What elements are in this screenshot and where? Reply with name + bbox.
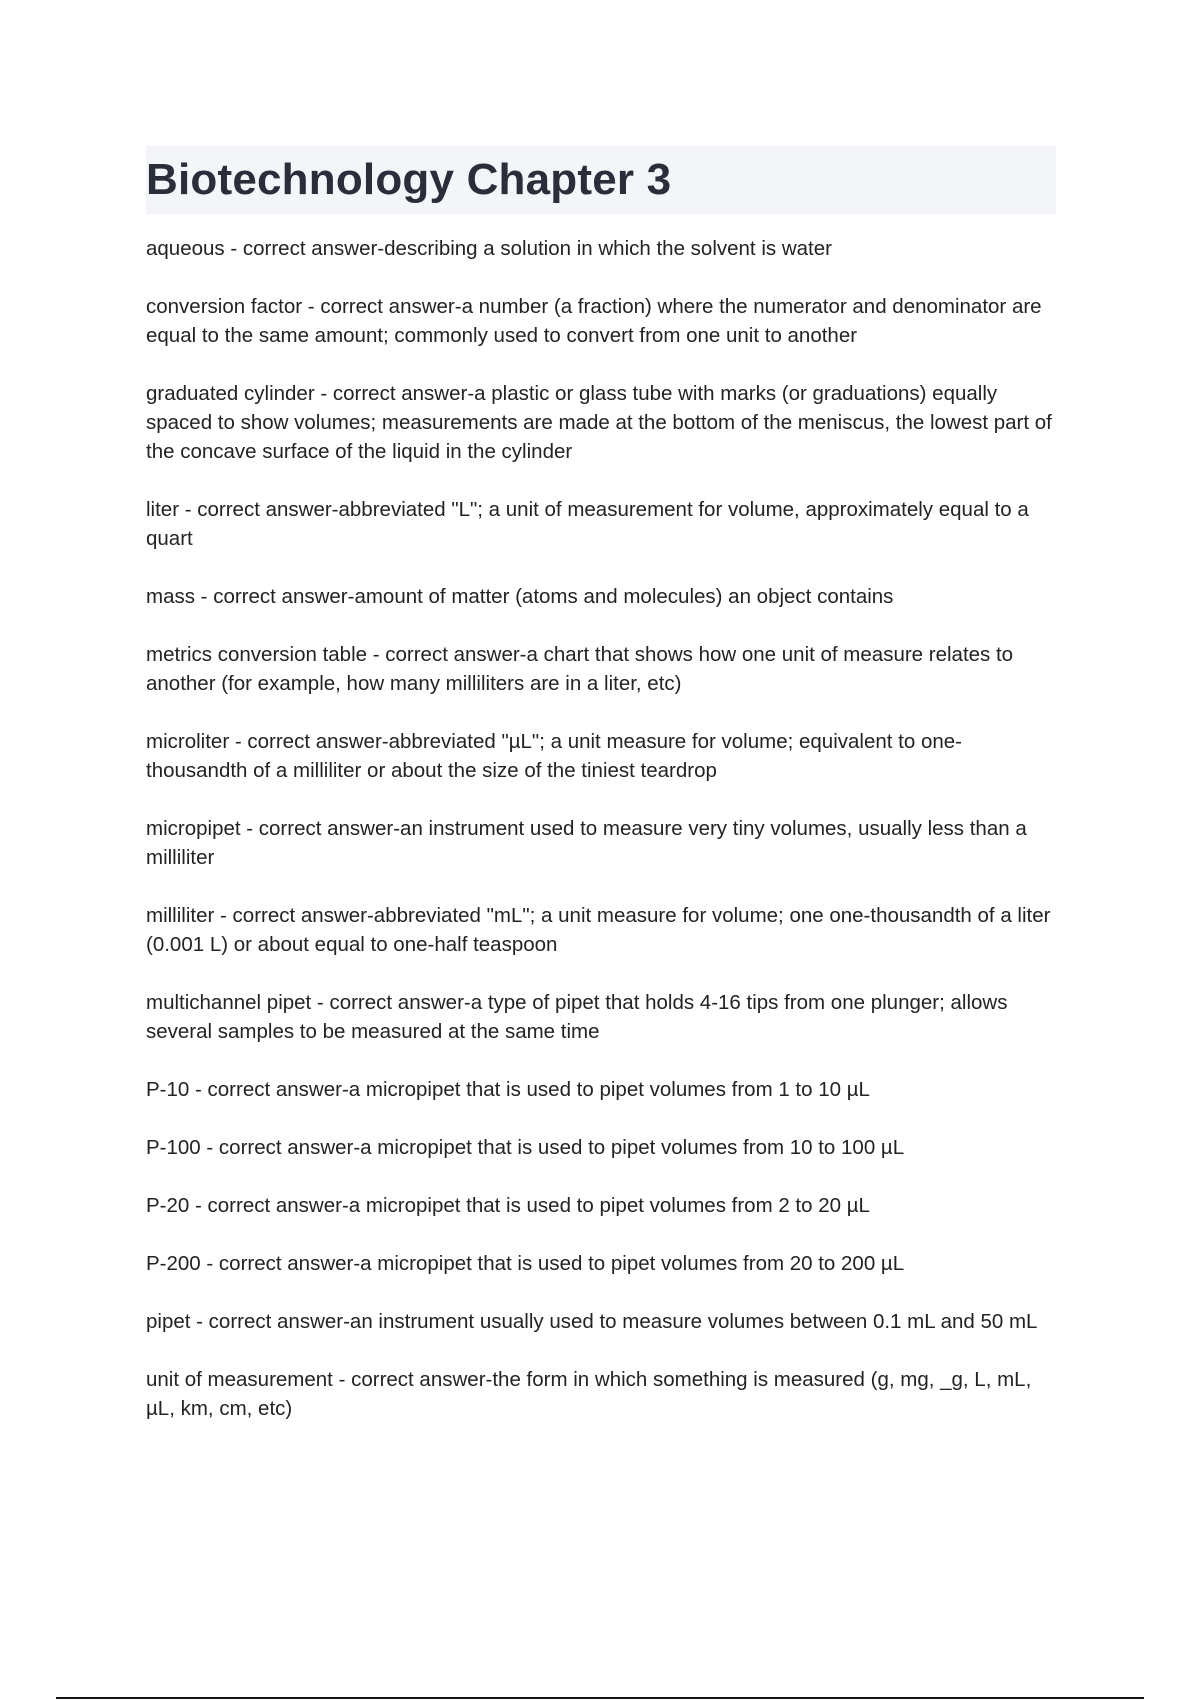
glossary-entry-liter: liter - correct answer-abbreviated "L"; a unit of measurement for volume, approximately equal to a quart — [146, 498, 1029, 550]
glossary-list — [146, 234, 1056, 1423]
glossary-entry-p-200: P-200 - correct answer-a micropipet that is used to pipet volumes from 20 to 200 µL — [146, 1252, 905, 1275]
glossary-entry-multichannel-pipet: multichannel pipet - correct answer-a type of pipet that holds 4-16 tips from one plunger; allows several samples to be measured at the same time — [146, 991, 1008, 1043]
glossary-entry-pipet: pipet - correct answer-an instrument usually used to measure volumes between 0.1 mL and 50 mL — [146, 1310, 1038, 1333]
glossary-entry-conversion-factor: conversion factor - correct answer-a number (a fraction) where the numerator and denominator are equal to the same amount; commonly used to convert from one unit to another — [146, 295, 1042, 347]
page-title: Biotechnology Chapter 3 — [146, 155, 672, 204]
glossary-entry-p-20: P-20 - correct answer-a micropipet that is used to pipet volumes from 2 to 20 µL — [146, 1194, 870, 1217]
glossary-entry-p-10: P-10 - correct answer-a micropipet that is used to pipet volumes from 1 to 10 µL — [146, 1078, 870, 1101]
page-bottom-divider — [56, 1697, 1144, 1699]
glossary-entry-p-100: P-100 - correct answer-a micropipet that is used to pipet volumes from 10 to 100 µL — [146, 1136, 905, 1159]
title-banner — [146, 146, 1056, 214]
glossary-entry-unit-of-measurement: unit of measurement - correct answer-the form in which something is measured (g, mg, _g, L, mL, µL, km, cm, etc) — [146, 1368, 1032, 1420]
glossary-entry-aqueous: aqueous - correct answer-describing a solution in which the solvent is water — [146, 237, 832, 260]
glossary-entry-metrics-conversion-table: metrics conversion table - correct answer-a chart that shows how one unit of measure relates to another (for example, how many milliliters are in a liter, etc) — [146, 643, 1014, 695]
glossary-entry-graduated-cylinder: graduated cylinder - correct answer-a plastic or glass tube with marks (or graduations) equally spaced to show volumes; measurements are made at the bottom of the meniscus, the lowest part of the concave surface of the liquid in the cylinder — [146, 382, 1052, 463]
document-page — [146, 146, 1056, 1452]
glossary-entry-milliliter: milliliter - correct answer-abbreviated "mL"; a unit measure for volume; one one-thousandth of a liter (0.001 L) or about equal to one-half teaspoon — [146, 904, 1051, 956]
glossary-entry-microliter: microliter - correct answer-abbreviated "µL"; a unit measure for volume; equivalent to one-thousandth of a milliliter or about the size of the tiniest teardrop — [146, 730, 962, 782]
glossary-entry-micropipet: micropipet - correct answer-an instrument used to measure very tiny volumes, usually less than a milliliter — [146, 817, 1027, 869]
glossary-entry-mass: mass - correct answer-amount of matter (atoms and molecules) an object contains — [146, 585, 894, 608]
